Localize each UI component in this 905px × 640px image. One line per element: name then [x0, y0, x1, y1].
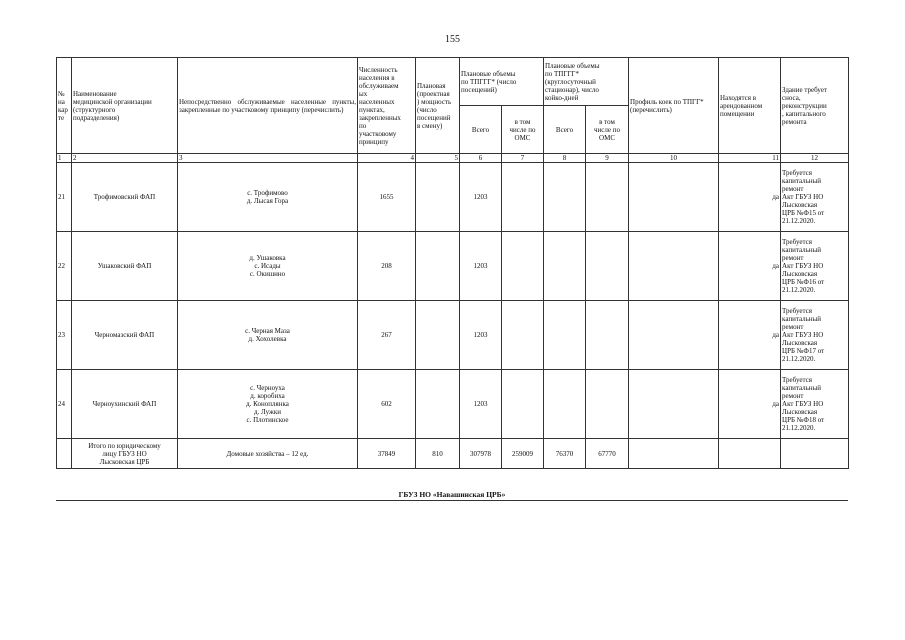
table-row: [57, 163, 849, 232]
visits-total: 1203: [460, 301, 502, 370]
page-number: 155: [445, 34, 460, 45]
org-name: Ушаковский ФАП: [72, 232, 178, 301]
total-rented: [719, 439, 781, 469]
visits-oms: [502, 232, 544, 301]
capacity: [416, 232, 460, 301]
total-name: Итого по юридическому лицу ГБУЗ НО Лысковская ЦРБ: [72, 439, 178, 469]
header-col-number: № на кар те: [57, 58, 72, 154]
settlements: с. Черноуха д. коробиха д. Коноплянка д. Лужки с. Плотинское: [178, 370, 358, 439]
column-number-7: 7: [502, 154, 544, 163]
beds-total: [544, 232, 586, 301]
column-number-row: [57, 154, 849, 163]
row-number: 24: [57, 370, 72, 439]
visits-oms: [502, 163, 544, 232]
beds-oms: [586, 370, 629, 439]
column-number-9: 9: [586, 154, 629, 163]
header-beds-total: Всего: [544, 106, 586, 154]
row-number: 22: [57, 232, 72, 301]
total-capacity: 810: [416, 439, 460, 469]
header-col-building-repair: Здание требует сноса, реконструкции , капитального ремонта: [781, 58, 849, 154]
total-beds-oms: 67770: [586, 439, 629, 469]
total-bed-profile: [629, 439, 719, 469]
total-visits: 307978: [460, 439, 502, 469]
total-beds: 76370: [544, 439, 586, 469]
total-settlements: Домовые хозяйства – 12 ед.: [178, 439, 358, 469]
org-name: Черноухинский ФАП: [72, 370, 178, 439]
population: 1655: [358, 163, 416, 232]
visits-oms: [502, 301, 544, 370]
header-col-capacity: Плановая (проектная ) мощность (число посещений в смену): [416, 58, 460, 154]
column-number-2: 2: [72, 154, 178, 163]
visits-total: 1203: [460, 370, 502, 439]
repair-note: Требуется капитальный ремонт Акт ГБУЗ НО Лысковская ЦРБ №Ф15 от 21.12.2020.: [781, 163, 849, 232]
bed-profile: [629, 232, 719, 301]
beds-oms: [586, 232, 629, 301]
beds-oms: [586, 163, 629, 232]
header-row: [57, 58, 849, 106]
column-number-8: 8: [544, 154, 586, 163]
column-number-1: 1: [57, 154, 72, 163]
rented: да: [719, 370, 781, 439]
capacity: [416, 370, 460, 439]
column-number-12: 12: [781, 154, 849, 163]
org-name: Трофимовский ФАП: [72, 163, 178, 232]
rented: да: [719, 163, 781, 232]
rented: да: [719, 232, 781, 301]
header-col-organization: Наименование медицинской организации (структурного подразделения): [72, 58, 178, 154]
row-number: 23: [57, 301, 72, 370]
table-row: [57, 301, 849, 370]
settlements: с. Трофимово д. Лысая Гора: [178, 163, 358, 232]
population: 208: [358, 232, 416, 301]
header-visits-total: Всего: [460, 106, 502, 154]
column-number-5: 5: [416, 154, 460, 163]
beds-total: [544, 301, 586, 370]
rented: да: [719, 301, 781, 370]
table-wrapper: [56, 57, 848, 469]
column-number-10: 10: [629, 154, 719, 163]
capacity: [416, 163, 460, 232]
column-number-4: 4: [358, 154, 416, 163]
header-beds-oms: в том числе по ОМС: [586, 106, 629, 154]
bed-profile: [629, 370, 719, 439]
settlements: с. Черная Маза д. Хохолевка: [178, 301, 358, 370]
column-number-6: 6: [460, 154, 502, 163]
header-col-settlements: Непосредственно обслуживаемые населенные пункты, закрепленные по участковому принципу (перечислить): [178, 58, 358, 154]
row-number: 21: [57, 163, 72, 232]
table-row: [57, 370, 849, 439]
total-repair: [781, 439, 849, 469]
total-blank: [57, 439, 72, 469]
header-col-rented: Находятся в арендованном помещении: [719, 58, 781, 154]
repair-note: Требуется капитальный ремонт Акт ГБУЗ НО Лысковская ЦРБ №Ф17 от 21.12.2020.: [781, 301, 849, 370]
org-name: Черномазский ФАП: [72, 301, 178, 370]
table-row: [57, 232, 849, 301]
capacity: [416, 301, 460, 370]
table-body: [57, 58, 849, 469]
beds-total: [544, 370, 586, 439]
header-col-population: Численность населения в обслуживаем ых населенных пунктах, закрепленных по участковому принципу: [358, 58, 416, 154]
population: 602: [358, 370, 416, 439]
header-visits-oms: в том числе по ОМС: [502, 106, 544, 154]
total-row: [57, 439, 849, 469]
footer-line: [56, 500, 848, 501]
repair-note: Требуется капитальный ремонт Акт ГБУЗ НО Лысковская ЦРБ №Ф18 от 21.12.2020.: [781, 370, 849, 439]
header-col-bed-days: Плановые объемы по ТПГГГ* (круглосуточный стационар), число койко-дней: [544, 58, 629, 106]
visits-total: 1203: [460, 163, 502, 232]
beds-total: [544, 163, 586, 232]
bed-profile: [629, 301, 719, 370]
population: 267: [358, 301, 416, 370]
column-number-3: 3: [178, 154, 358, 163]
total-population: 37849: [358, 439, 416, 469]
column-number-11: 11: [719, 154, 781, 163]
settlements: д. Ушаковка с. Исады с. Окишино: [178, 232, 358, 301]
footer-title: ГБУЗ НО «Навашинская ЦРБ»: [398, 490, 506, 499]
header-col-visits: Плановые объемы по ТПГГГ* (число посещений): [460, 58, 544, 106]
header-col-bed-profile: Профиль коек по ТПГГ* (перечислить): [629, 58, 719, 154]
visits-oms: [502, 370, 544, 439]
beds-oms: [586, 301, 629, 370]
repair-note: Требуется капитальный ремонт Акт ГБУЗ НО Лысковская ЦРБ №Ф16 от 21.12.2020.: [781, 232, 849, 301]
visits-total: 1203: [460, 232, 502, 301]
facilities-table: [56, 57, 849, 469]
total-visits-oms: 259009: [502, 439, 544, 469]
bed-profile: [629, 163, 719, 232]
